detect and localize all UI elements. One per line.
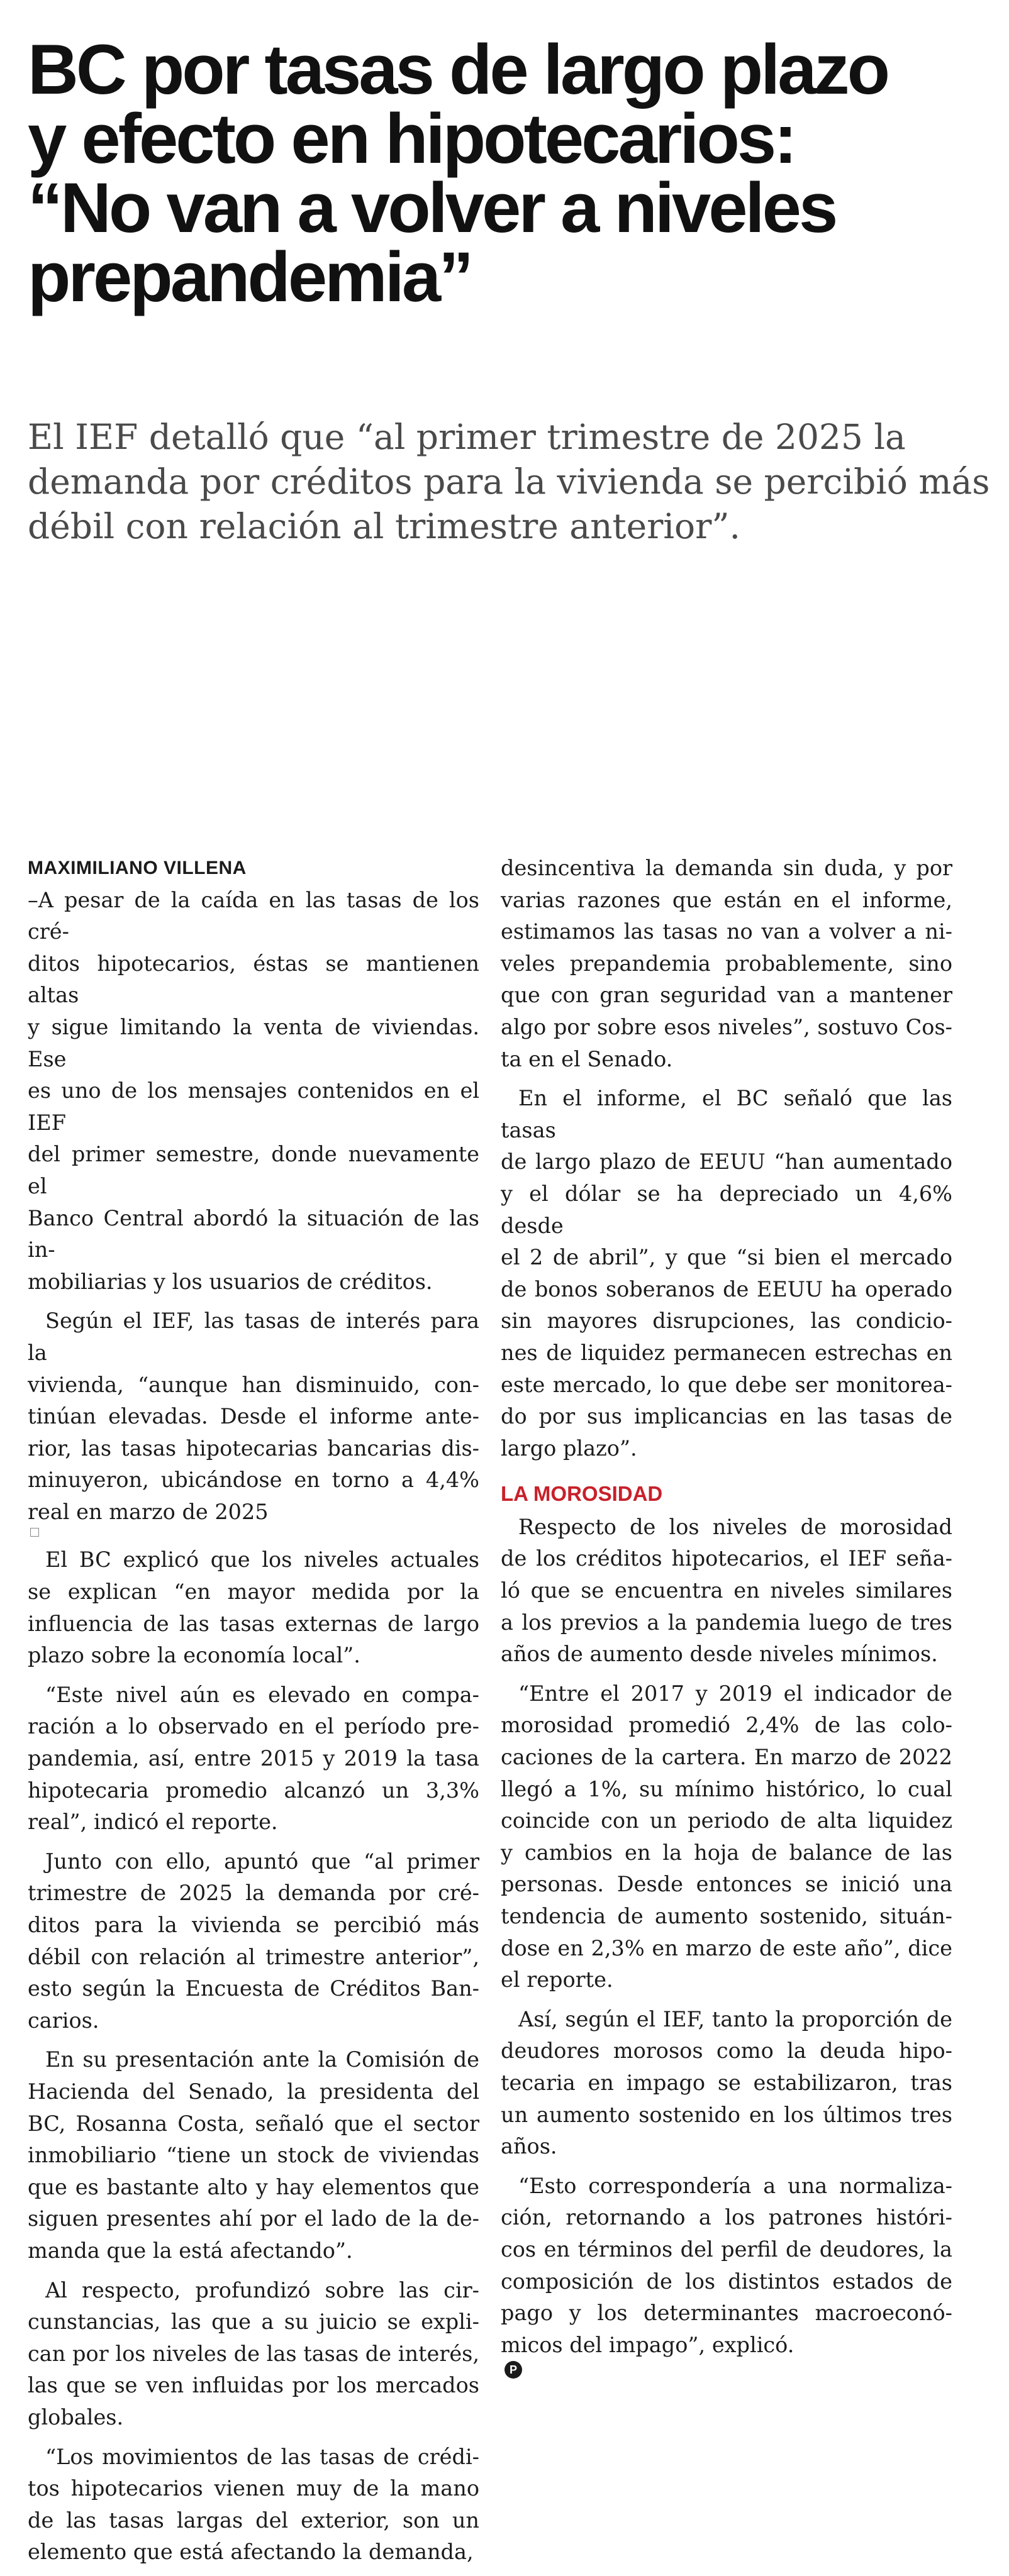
article-line: cunstancias, las que a su juicio se expli-: [28, 2309, 479, 2335]
article-line: Así, según el IEF, tanto la proporción de: [518, 2006, 952, 2032]
article-line: Junto con ello, apuntó que “al primer: [45, 1849, 479, 1874]
article-line: micos del impago”, explicó. P: [501, 2330, 952, 2379]
article-line: real”, indicó el reporte.: [28, 1810, 278, 1835]
article-line: inmobiliario “tiene un stock de viviendas: [28, 2143, 479, 2168]
article-line: “Este nivel aún es elevado en compa-: [45, 1682, 479, 1707]
article-line: “Entre el 2017 y 2019 el indicador de: [518, 1681, 952, 1706]
article-paragraph: [501, 853, 952, 1075]
article-line: Según el IEF, las tasas de interés para la: [28, 1308, 479, 1365]
article-line: can por los niveles de las tasas de interés,: [28, 2341, 479, 2366]
article-line: vivienda, “aunque han disminuido, con-: [28, 1372, 479, 1397]
article-line: deudores morosos como la deuda hipo-: [501, 2038, 952, 2064]
article-line: Banco Central abordó la situación de las in-: [28, 1205, 479, 1263]
deck-subtitle: [28, 415, 990, 549]
article-line: trimestre de 2025 la demanda por cré-: [28, 1881, 479, 1906]
article-line: composición de los distintos estados de: [501, 2269, 952, 2294]
article-paragraph: [501, 2170, 952, 2379]
article-line: que con gran seguridad van a mantener: [501, 983, 952, 1008]
article-line: elemento que está afectando la demanda,: [28, 2540, 474, 2565]
article-line: rior, las tasas hipotecarias bancarias dis-: [28, 1435, 479, 1461]
headline-line: “No van a volver a niveles: [28, 169, 836, 247]
article-line: El BC explicó que los niveles actuales: [45, 1547, 479, 1573]
article-line: este mercado, lo que debe ser monitorea-: [501, 1372, 952, 1397]
article-line: el 2 de abril”, y que “si bien el mercado: [501, 1245, 952, 1270]
article-line: varias razones que están en el informe,: [501, 887, 952, 912]
article-line: morosidad promedió 2,4% de las colo-: [501, 1713, 952, 1738]
article-paragraph: [28, 2275, 479, 2434]
article-line: y sigue limitando la venta de viviendas. Ese: [28, 1014, 479, 1071]
deck-line: El IEF detalló que “al primer trimestre de 2025 la: [28, 417, 906, 457]
article-column-left: [28, 853, 479, 2576]
end-of-article-icon: P: [505, 2361, 522, 2379]
article-paragraph: [501, 1678, 952, 1996]
article-line: Al respecto, profundizó sobre las cir-: [45, 2277, 479, 2302]
article-line: cos en términos del perfil de deudores, la: [501, 2236, 952, 2262]
right-column-body-bottom: [501, 1512, 952, 2379]
article-line: llegó a 1%, su mínimo histórico, lo cual: [501, 1776, 952, 1801]
article-line: a los previos a la pandemia luego de tres: [501, 1610, 952, 1635]
article-line: BC, Rosanna Costa, señaló que el sector: [28, 2111, 479, 2136]
article-line: de bonos soberanos de EEUU ha operado: [501, 1276, 952, 1302]
article-paragraph: [28, 2044, 479, 2267]
deck-line: débil con relación al trimestre anterior”.: [28, 506, 741, 546]
article-paragraph: [28, 885, 479, 1298]
article-line: carios.: [28, 2008, 99, 2033]
article-line: tinúan elevadas. Desde el informe ante-: [28, 1404, 479, 1429]
article-line: nes de liquidez permanecen estrechas en: [501, 1340, 952, 1365]
article-line: se explican “en mayor medida por la: [28, 1579, 479, 1605]
article-line: ción, retornando a los patrones históri-: [501, 2205, 952, 2230]
article-line: En su presentación ante la Comisión de: [45, 2047, 479, 2072]
article-line: un aumento sostenido en los últimos tres: [501, 2102, 952, 2127]
article-paragraph: [501, 1083, 952, 1464]
article-paragraph: [28, 1679, 479, 1838]
article-line: ló que se encuentra en niveles similares: [501, 1578, 952, 1603]
article-paragraph: [501, 1512, 952, 1671]
article-line: coincide con un periodo de alta liquidez: [501, 1808, 952, 1833]
article-line: –A pesar de la caída en las tasas de los cré-: [28, 887, 479, 944]
article-line: dose en 2,3% en marzo de este año”, dice: [501, 1935, 952, 1960]
article-line: pandemia, así, entre 2015 y 2019 la tasa: [28, 1746, 479, 1771]
article-line: mobiliarias y los usuarios de créditos.: [28, 1269, 433, 1294]
article-line: del primer semestre, donde nuevamente el: [28, 1142, 479, 1198]
article-line: do por sus implicancias en las tasas de: [501, 1404, 952, 1429]
article-line: las que se ven influidas por los mercados: [28, 2373, 479, 2398]
headline-line: BC por tasas de largo plazo: [28, 30, 888, 109]
article-line: Hacienda del Senado, la presidenta del: [28, 2079, 479, 2104]
article-line: “Esto correspondería a una normaliza-: [518, 2173, 952, 2198]
article-line: el reporte.: [501, 1967, 613, 1993]
article-line: Respecto de los niveles de morosidad: [518, 1514, 952, 1539]
article-line: de los créditos hipotecarios, el IEF seña-: [501, 1546, 952, 1571]
headline-line: prepandemia”: [28, 238, 472, 316]
article-paragraph: [28, 2441, 479, 2568]
article-line: caciones de la cartera. En marzo de 2022: [501, 1745, 952, 1770]
article-line: es uno de los mensajes contenidos en el IEF: [28, 1078, 479, 1135]
article-column-right: [501, 853, 952, 2386]
article-line: tos hipotecarios vienen muy de la mano: [28, 2476, 479, 2501]
article-line: y el dólar se ha depreciado un 4,6% desde: [501, 1181, 952, 1238]
article-line: y cambios en la hoja de balance de las: [501, 1840, 952, 1865]
article-line: tecaria en impago se estabilizaron, tras: [501, 2070, 952, 2095]
article-line: siguen presentes ahí por el lado de la de-: [28, 2206, 479, 2231]
article-line: hipotecaria promedio alcanzó un 3,3%: [28, 1777, 479, 1803]
article-paragraph: [28, 1544, 479, 1671]
article-line: En el informe, el BC señaló que las tasas: [501, 1086, 952, 1142]
article-line: personas. Desde entonces se inició una: [501, 1872, 952, 1897]
article-line: años de aumento desde niveles mínimos.: [501, 1642, 938, 1667]
headline-line: y efecto en hipotecarios:: [28, 99, 795, 178]
article-line: ración a lo observado en el período pre-: [28, 1714, 479, 1739]
article-line: que es bastante alto y hay elementos que: [28, 2174, 479, 2199]
article-line: débil con relación al trimestre anterior”,: [28, 1944, 479, 1969]
article-paragraph: [28, 1846, 479, 2037]
article-paragraph: [28, 1305, 479, 1537]
article-line: algo por sobre esos niveles”, sostuvo Cos-: [501, 1014, 952, 1039]
article-line: largo plazo”.: [501, 1435, 637, 1461]
article-paragraph: [501, 2004, 952, 2163]
article-line: manda que la está afectando”.: [28, 2238, 353, 2263]
right-column-body-top: [501, 853, 952, 1464]
article-line: globales.: [28, 2404, 124, 2430]
footnote-box-icon: [30, 1528, 39, 1537]
left-column-body: [28, 885, 479, 2568]
article-line: real en marzo de 2025: [28, 1496, 479, 1537]
byline: MAXIMILIANO VILLENA: [28, 858, 247, 878]
article-line: minuyeron, ubicándose en torno a 4,4%: [28, 1468, 479, 1493]
article-line: estimamos las tasas no van a volver a ni-: [501, 919, 952, 944]
article-line: tendencia de aumento sostenido, situán-: [501, 1904, 952, 1928]
article-line: ditos hipotecarios, éstas se mantienen altas: [28, 951, 479, 1008]
article-line: esto según la Encuesta de Créditos Ban-: [28, 1976, 479, 2001]
section-heading: LA MOROSIDAD: [501, 1482, 663, 1506]
article-line: de las tasas largas del exterior, son un: [28, 2507, 479, 2533]
article-line: años.: [501, 2134, 557, 2159]
headline: [28, 30, 984, 316]
article-line: ditos para la vivienda se percibió más: [28, 1913, 479, 1937]
article-line: influencia de las tasas externas de largo: [28, 1611, 479, 1636]
article-line: sin mayores disrupciones, las condicio-: [501, 1308, 952, 1334]
article-line: “Los movimientos de las tasas de crédi-: [45, 2444, 479, 2469]
article-line: pago y los determinantes macroeconó-: [501, 2301, 952, 2326]
article-line: de largo plazo de EEUU “han aumentado: [501, 1149, 952, 1175]
article-line: ta en el Senado.: [501, 1046, 673, 1071]
deck-line: demanda por créditos para la vivienda se percibió más: [28, 462, 990, 502]
article-line: veles prepandemia probablemente, sino: [501, 951, 952, 976]
article-line: plazo sobre la economía local”.: [28, 1643, 360, 1668]
article-line: desincentiva la demanda sin duda, y por: [501, 856, 952, 880]
